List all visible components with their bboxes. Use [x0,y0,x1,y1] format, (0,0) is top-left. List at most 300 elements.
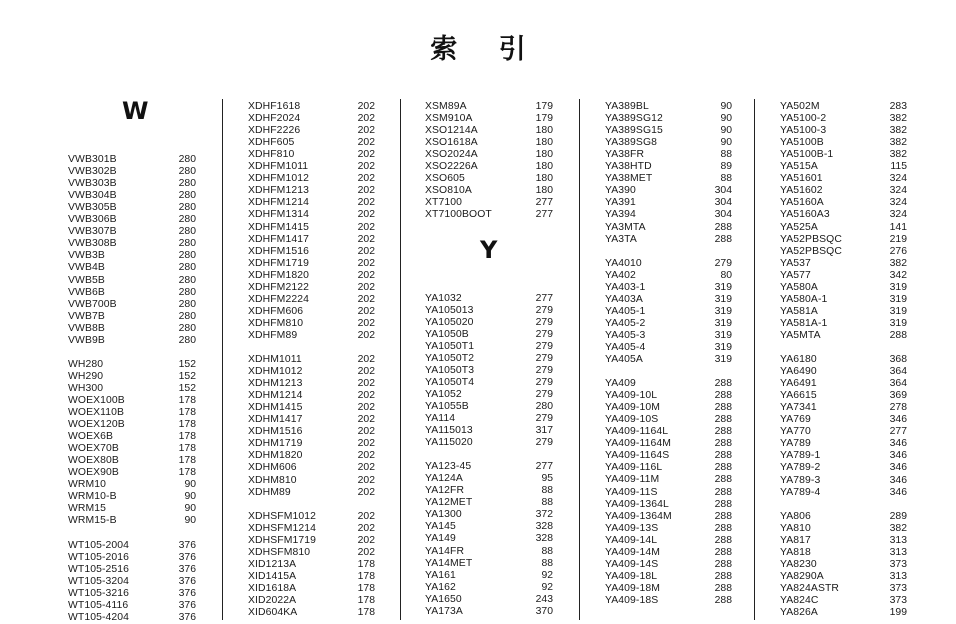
index-entry [425,101,553,113]
index-entry [780,197,907,209]
index-entry [248,113,375,125]
entry-page-number: 277 [535,209,553,220]
index-entry [605,535,732,547]
entry-code: VWB304B [68,190,117,201]
index-entry [780,547,907,559]
index-entry [425,509,553,521]
index-entry [425,113,553,125]
index-entry [68,431,196,443]
index-entry [605,330,732,342]
entry-page-number: 342 [889,270,907,281]
entry-code: WOEX6B [68,431,114,442]
entry-code: XDHM1011 [248,354,302,365]
entry-page-number: 90 [184,479,196,490]
entry-code: YA403A [605,294,643,305]
entry-code: YA409-14L [605,535,658,546]
entry-page-number: 277 [535,293,553,304]
entry-page-number: 278 [889,402,907,413]
entry-page-number: 280 [178,335,196,346]
index-entry [780,511,907,523]
index-entry [248,125,375,137]
entry-page-number: 288 [714,234,732,245]
entry-page-number: 319 [889,306,907,317]
index-entry [605,354,732,366]
entry-page-number: 319 [714,354,732,365]
entry-page-number: 319 [889,318,907,329]
index-entry [68,564,196,576]
entry-code: YA405-1 [605,306,646,317]
entry-code: WOEX70B [68,443,119,454]
entry-page-number: 280 [178,154,196,165]
entry-page-number: 304 [714,185,732,196]
index-entry [425,389,553,401]
index-entry [605,258,732,270]
entry-page-number: 80 [720,270,732,281]
entry-code: XDHM1516 [248,426,303,437]
entry-code: YA105020 [425,317,474,328]
entry-page-number: 288 [714,535,732,546]
entry-page-number: 202 [357,390,375,401]
entry-code: VWB7B [68,311,105,322]
entry-page-number: 202 [357,306,375,317]
entry-code: YA1050T2 [425,353,475,364]
index-entry [248,306,375,318]
entry-page-number: 364 [889,366,907,377]
entry-page-number: 202 [357,366,375,377]
index-entry [780,462,907,474]
entry-page-number: 88 [720,173,732,184]
entry-code: XID2022A [248,595,297,606]
index-entry [605,306,732,318]
index-entry [68,287,196,299]
entry-code: XDHFM1011 [248,161,309,172]
entry-code: VWB5B [68,275,105,286]
index-entry [425,317,553,329]
entry-code: YA409-14M [605,547,660,558]
index-entry [780,282,907,294]
entry-code: XDHM606 [248,462,297,473]
entry-page-number: 288 [714,523,732,534]
entry-page-number: 202 [357,246,375,257]
entry-page-number: 178 [357,583,375,594]
index-entry [605,197,732,209]
entry-code: VWB305B [68,202,117,213]
index-entry [68,540,196,552]
index-entry [425,497,553,509]
entry-code: YA789 [780,438,811,449]
entry-code: YA405-3 [605,330,646,341]
entry-page-number: 202 [357,535,375,546]
entry-code: YA789-1 [780,450,821,461]
index-entry [248,197,375,209]
index-entry [68,467,196,479]
index-entry [248,185,375,197]
entry-code: WOEX90B [68,467,119,478]
entry-code: YA789-4 [780,487,821,498]
entry-page-number: 279 [535,353,553,364]
index-entry [248,378,375,390]
index-entry [425,437,553,449]
entry-code: VWB700B [68,299,117,310]
index-entry [68,612,196,624]
entry-code: YA405-2 [605,318,646,329]
index-entry [605,499,732,511]
index-entry [605,149,732,161]
index-entry [425,485,553,497]
index-entry [248,101,375,113]
entry-page-number: 288 [714,559,732,570]
index-entry [248,282,375,294]
entry-code: YA12FR [425,485,465,496]
entry-page-number: 202 [357,137,375,148]
index-entry [248,535,375,547]
entry-code: YA115013 [425,425,473,436]
index-entry [248,137,375,149]
section-letter: Y [480,235,498,264]
entry-page-number: 288 [714,222,732,233]
entry-page-number: 382 [889,113,907,124]
entry-code: YA581A-1 [780,318,828,329]
entry-page-number: 319 [714,330,732,341]
index-entry [425,533,553,545]
entry-page-number: 141 [889,222,907,233]
entry-code: XDHF605 [248,137,295,148]
entry-code: VWB307B [68,226,117,237]
index-entry [248,366,375,378]
index-entry [68,359,196,371]
index-column [425,0,553,620]
index-entry [425,425,553,437]
entry-page-number: 313 [889,571,907,582]
index-entry [68,154,196,166]
index-entry [780,583,907,595]
entry-code: YA12MET [425,497,473,508]
index-entry [68,166,196,178]
entry-code: YA817 [780,535,811,546]
index-entry [425,197,553,209]
entry-code: YA149 [425,533,456,544]
entry-code: XDHM1417 [248,414,303,425]
entry-code: XT7100BOOT [425,209,492,220]
entry-code: XID1618A [248,583,297,594]
index-entry [425,353,553,365]
entry-code: XDHFM2122 [248,282,309,293]
entry-page-number: 288 [714,583,732,594]
entry-code: WT105-2004 [68,540,130,551]
entry-code: XDHFM1213 [248,185,309,196]
entry-page-number: 288 [714,390,732,401]
entry-page-number: 324 [889,197,907,208]
entry-page-number: 304 [714,209,732,220]
entry-code: XDHF2024 [248,113,301,124]
entry-page-number: 279 [535,341,553,352]
index-entry [780,595,907,607]
entry-page-number: 178 [178,431,196,442]
entry-code: XDHF2226 [248,125,301,136]
index-entry [605,559,732,571]
index-entry [248,318,375,330]
entry-page-number: 202 [357,438,375,449]
index-entry [248,607,375,619]
entry-code: XSO1618A [425,137,478,148]
entry-page-number: 288 [714,487,732,498]
entry-code: YA5100-2 [780,113,827,124]
entry-page-number: 279 [535,365,553,376]
column-divider [222,99,223,620]
entry-page-number: 346 [889,475,907,486]
entry-page-number: 202 [357,125,375,136]
entry-code: YA3MTA [605,222,646,233]
entry-page-number: 199 [889,607,907,618]
index-entry [605,426,732,438]
entry-code: YA1032 [425,293,462,304]
entry-page-number: 279 [535,377,553,388]
entry-code: XSM910A [425,113,473,124]
index-entry [248,330,375,342]
entry-page-number: 202 [357,149,375,160]
entry-code: XDHSFM1214 [248,523,316,534]
entry-page-number: 152 [178,359,196,370]
index-entry [248,270,375,282]
entry-code: YA5100B-1 [780,149,834,160]
entry-code: XDHM1415 [248,402,303,413]
entry-code: XDHFM1516 [248,246,309,257]
entry-code: YA409-1164M [605,438,671,449]
index-entry [780,137,907,149]
index-entry [248,523,375,535]
entry-code: YA1650 [425,594,462,605]
entry-code: VWB308B [68,238,117,249]
index-entry [68,576,196,588]
entry-code: YA390 [605,185,636,196]
index-entry [780,402,907,414]
entry-code: VWB8B [68,323,105,334]
entry-page-number: 277 [535,461,553,472]
index-entry [605,487,732,499]
entry-page-number: 90 [720,137,732,148]
entry-page-number: 376 [178,588,196,599]
entry-page-number: 202 [357,258,375,269]
entry-code: YA1050T4 [425,377,475,388]
entry-page-number: 376 [178,564,196,575]
index-entry [68,371,196,383]
index-entry [425,365,553,377]
entry-code: YA162 [425,582,456,593]
index-entry [68,226,196,238]
index-entry [780,330,907,342]
entry-page-number: 289 [889,511,907,522]
entry-page-number: 276 [889,246,907,257]
column-divider [400,99,401,620]
entry-code: XDHM1820 [248,450,303,461]
index-entry [68,190,196,202]
entry-page-number: 178 [357,607,375,618]
entry-code: YA580A [780,282,818,293]
entry-code: YA7341 [780,402,817,413]
entry-page-number: 219 [889,234,907,245]
index-entry [605,101,732,113]
index-entry [425,558,553,570]
entry-page-number: 324 [889,173,907,184]
index-column [68,0,196,623]
entry-code: YA1050T3 [425,365,475,376]
index-entry [605,173,732,185]
index-entry [605,438,732,450]
entry-code: WRM10 [68,479,107,490]
entry-page-number: 178 [178,443,196,454]
entry-page-number: 180 [535,185,553,196]
entry-code: WRM15-B [68,515,117,526]
entry-page-number: 280 [178,190,196,201]
entry-code: WRM15 [68,503,107,514]
entry-code: YA409-1164L [605,426,669,437]
entry-code: YA8230 [780,559,817,570]
index-entry [68,178,196,190]
index-entry [605,450,732,462]
entry-page-number: 279 [535,305,553,316]
entry-page-number: 280 [178,311,196,322]
entry-code: VWB4B [68,262,105,273]
entry-page-number: 95 [541,473,553,484]
entry-code: YA389SG15 [605,125,663,136]
index-entry [425,341,553,353]
entry-page-number: 328 [535,533,553,544]
entry-page-number: 202 [357,318,375,329]
index-entry [780,173,907,185]
entry-page-number: 88 [720,149,732,160]
entry-code: VWB306B [68,214,117,225]
index-entry [248,414,375,426]
entry-page-number: 178 [178,419,196,430]
index-entry [605,523,732,535]
index-entry [780,450,907,462]
entry-code: YA577 [780,270,811,281]
entry-page-number: 376 [178,576,196,587]
entry-page-number: 317 [535,425,553,436]
entry-page-number: 202 [357,487,375,498]
entry-code: XDHSFM1012 [248,511,316,522]
entry-page-number: 178 [178,407,196,418]
index-entry [780,438,907,450]
entry-code: YA409-13S [605,523,659,534]
entry-page-number: 328 [535,521,553,532]
entry-code: YA409-1164S [605,450,670,461]
entry-page-number: 376 [178,552,196,563]
entry-page-number: 288 [714,450,732,461]
entry-page-number: 288 [714,438,732,449]
entry-code: YA5160A [780,197,824,208]
entry-code: WOEX120B [68,419,125,430]
entry-page-number: 324 [889,209,907,220]
entry-code: WT105-3216 [68,588,130,599]
index-entry [68,479,196,491]
entry-page-number: 279 [535,329,553,340]
index-entry [780,246,907,258]
index-entry [68,395,196,407]
entry-code: XDHFM1314 [248,209,309,220]
entry-code: XDHF810 [248,149,295,160]
entry-page-number: 202 [357,511,375,522]
entry-code: YA389BL [605,101,649,112]
entry-page-number: 382 [889,258,907,269]
column-divider [754,99,755,620]
index-entry [605,571,732,583]
entry-code: YA409-10S [605,414,659,425]
entry-page-number: 280 [178,214,196,225]
index-entry [425,329,553,341]
index-entry [780,294,907,306]
index-entry [780,414,907,426]
entry-code: VWB302B [68,166,117,177]
index-entry [605,402,732,414]
entry-page-number: 372 [535,509,553,520]
entry-code: YA114 [425,413,456,424]
entry-code: YA581A [780,306,818,317]
entry-page-number: 346 [889,487,907,498]
entry-page-number: 202 [357,161,375,172]
entry-page-number: 202 [357,101,375,112]
entry-code: YA770 [780,426,811,437]
entry-page-number: 376 [178,612,196,623]
index-entry [68,503,196,515]
index-entry [780,222,907,234]
entry-code: WT105-2516 [68,564,130,575]
entry-page-number: 279 [535,437,553,448]
index-entry [248,258,375,270]
entry-page-number: 178 [178,467,196,478]
entry-code: YA123-45 [425,461,472,472]
index-entry [605,270,732,282]
entry-code: YA409-116L [605,462,663,473]
entry-code: YA824ASTR [780,583,840,594]
index-entry [248,209,375,221]
index-entry [425,521,553,533]
index-entry [68,214,196,226]
entry-page-number: 178 [357,595,375,606]
entry-page-number: 346 [889,462,907,473]
entry-code: YA14FR [425,546,465,557]
entry-page-number: 313 [889,535,907,546]
entry-code: YA389SG12 [605,113,663,124]
entry-page-number: 180 [535,137,553,148]
index-entry [605,222,732,234]
entry-page-number: 304 [714,197,732,208]
entry-page-number: 288 [714,474,732,485]
index-entry [605,234,732,246]
entry-code: XDHFM1417 [248,234,309,245]
entry-code: XSO605 [425,173,465,184]
column-divider [579,99,580,620]
index-entry [425,161,553,173]
entry-code: XSO810A [425,185,472,196]
index-entry [780,571,907,583]
entry-page-number: 90 [184,491,196,502]
section-letter: W [122,97,149,125]
entry-code: YA14MET [425,558,473,569]
entry-code: YA409-14S [605,559,659,570]
entry-page-number: 376 [178,540,196,551]
entry-code: WOEX100B [68,395,125,406]
index-column [248,0,375,620]
entry-page-number: 180 [535,161,553,172]
entry-code: YA405-4 [605,342,646,353]
entry-code: VWB303B [68,178,117,189]
entry-page-number: 370 [535,606,553,617]
entry-page-number: 90 [184,515,196,526]
index-entry [780,559,907,571]
index-entry [68,552,196,564]
entry-page-number: 280 [178,238,196,249]
